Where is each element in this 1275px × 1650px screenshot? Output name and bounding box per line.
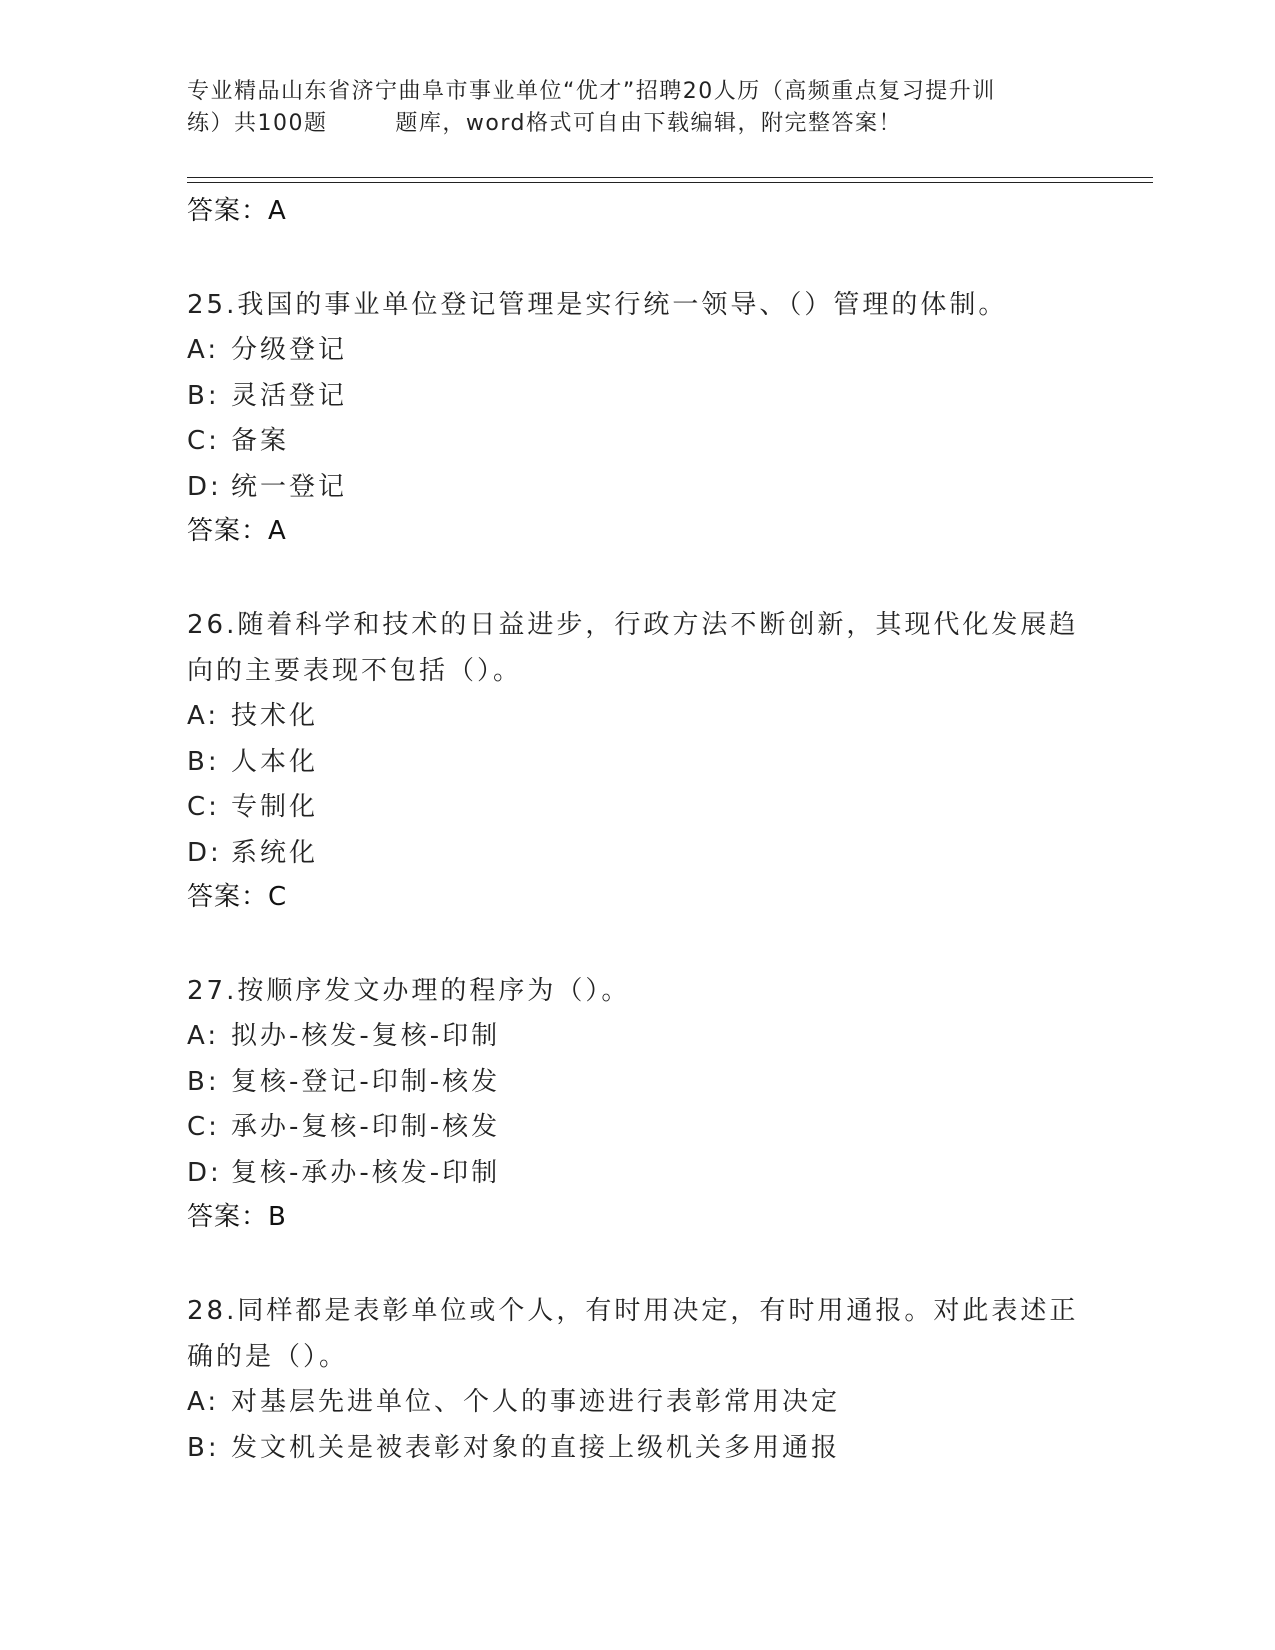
option-text: 人本化 — [231, 746, 319, 777]
answer-line: 答案：A — [187, 196, 287, 226]
document-body — [187, 190, 1087, 1471]
option-key: D: — [187, 471, 222, 502]
option-key: A: — [187, 701, 220, 731]
option-text: 发文机关是被表彰对象的直接上级机关多用通报 — [231, 1432, 841, 1463]
option-key: D: — [187, 837, 222, 868]
option-a — [187, 1014, 1087, 1060]
option-key: A: — [187, 335, 220, 365]
option-a — [187, 328, 1087, 374]
option-d — [187, 831, 1087, 877]
option-text: 复核-承办-核发-印制 — [231, 1157, 501, 1188]
answer-line: 答案：A — [187, 516, 287, 546]
question-text: 27.按顺序发文办理的程序为（）。 — [187, 976, 631, 1006]
answer-line: 答案：B — [187, 1202, 287, 1232]
header-line-2: 练）共100题 题库，word格式可自由下载编辑，附完整答案！ — [187, 111, 903, 136]
option-text: 承办-复核-印制-核发 — [231, 1112, 501, 1142]
header-line-1: 专业精品山东省济宁曲阜市事业单位“优才”招聘20人历（高频重点复习提升训 — [187, 79, 996, 104]
option-d — [187, 465, 1087, 511]
option-text: 灵活登记 — [231, 380, 348, 411]
option-d — [187, 1151, 1087, 1197]
option-key: B: — [187, 380, 220, 411]
option-key: A: — [187, 1387, 220, 1417]
option-text: 分级登记 — [231, 335, 348, 365]
option-key: C: — [187, 1112, 220, 1142]
header-rule-top — [187, 177, 1153, 178]
spacer — [187, 1238, 1087, 1288]
option-key: A: — [187, 1021, 220, 1051]
question-text: 25.我国的事业单位登记管理是实行统一领导、（）管理的体制。 — [187, 290, 1008, 320]
option-key: C: — [187, 426, 220, 456]
header-rule-bottom — [187, 182, 1153, 183]
option-key: D: — [187, 1157, 222, 1188]
option-text: 对基层先进单位、个人的事迹进行表彰常用决定 — [231, 1387, 841, 1417]
answer-line: 答案：C — [187, 882, 288, 912]
option-key: C: — [187, 792, 220, 822]
option-text: 专制化 — [231, 792, 319, 822]
question-block — [187, 1288, 1087, 1471]
option-text: 统一登记 — [231, 471, 348, 502]
option-text: 复核-登记-印制-核发 — [231, 1066, 501, 1097]
option-text: 备案 — [231, 426, 290, 456]
option-b — [187, 1060, 1087, 1106]
option-a — [187, 1380, 1087, 1426]
option-c — [187, 419, 1087, 465]
question-block — [187, 968, 1087, 1238]
spacer — [187, 232, 1087, 282]
spacer — [187, 918, 1087, 968]
question-text-cont: 确的是（）。 — [187, 1342, 349, 1372]
option-text: 拟办-核发-复核-印制 — [231, 1021, 501, 1051]
option-a — [187, 694, 1087, 740]
option-b — [187, 374, 1087, 420]
question-text: 26.随着科学和技术的日益进步，行政方法不断创新，其现代化发展趋 — [187, 610, 1079, 640]
option-b — [187, 1426, 1087, 1472]
question-text-cont: 向的主要表现不包括（）。 — [187, 656, 523, 686]
option-key: B: — [187, 1066, 220, 1097]
option-key: B: — [187, 746, 220, 777]
spacer — [187, 552, 1087, 602]
option-b — [187, 740, 1087, 786]
option-c — [187, 1105, 1087, 1151]
page-header — [187, 76, 1067, 140]
question-block — [187, 602, 1087, 918]
option-text: 系统化 — [231, 837, 319, 868]
option-key: B: — [187, 1432, 220, 1463]
option-c — [187, 785, 1087, 831]
question-block — [187, 282, 1087, 552]
question-text: 28.同样都是表彰单位或个人，有时用决定，有时用通报。对此表述正 — [187, 1296, 1079, 1326]
option-text: 技术化 — [231, 701, 319, 731]
